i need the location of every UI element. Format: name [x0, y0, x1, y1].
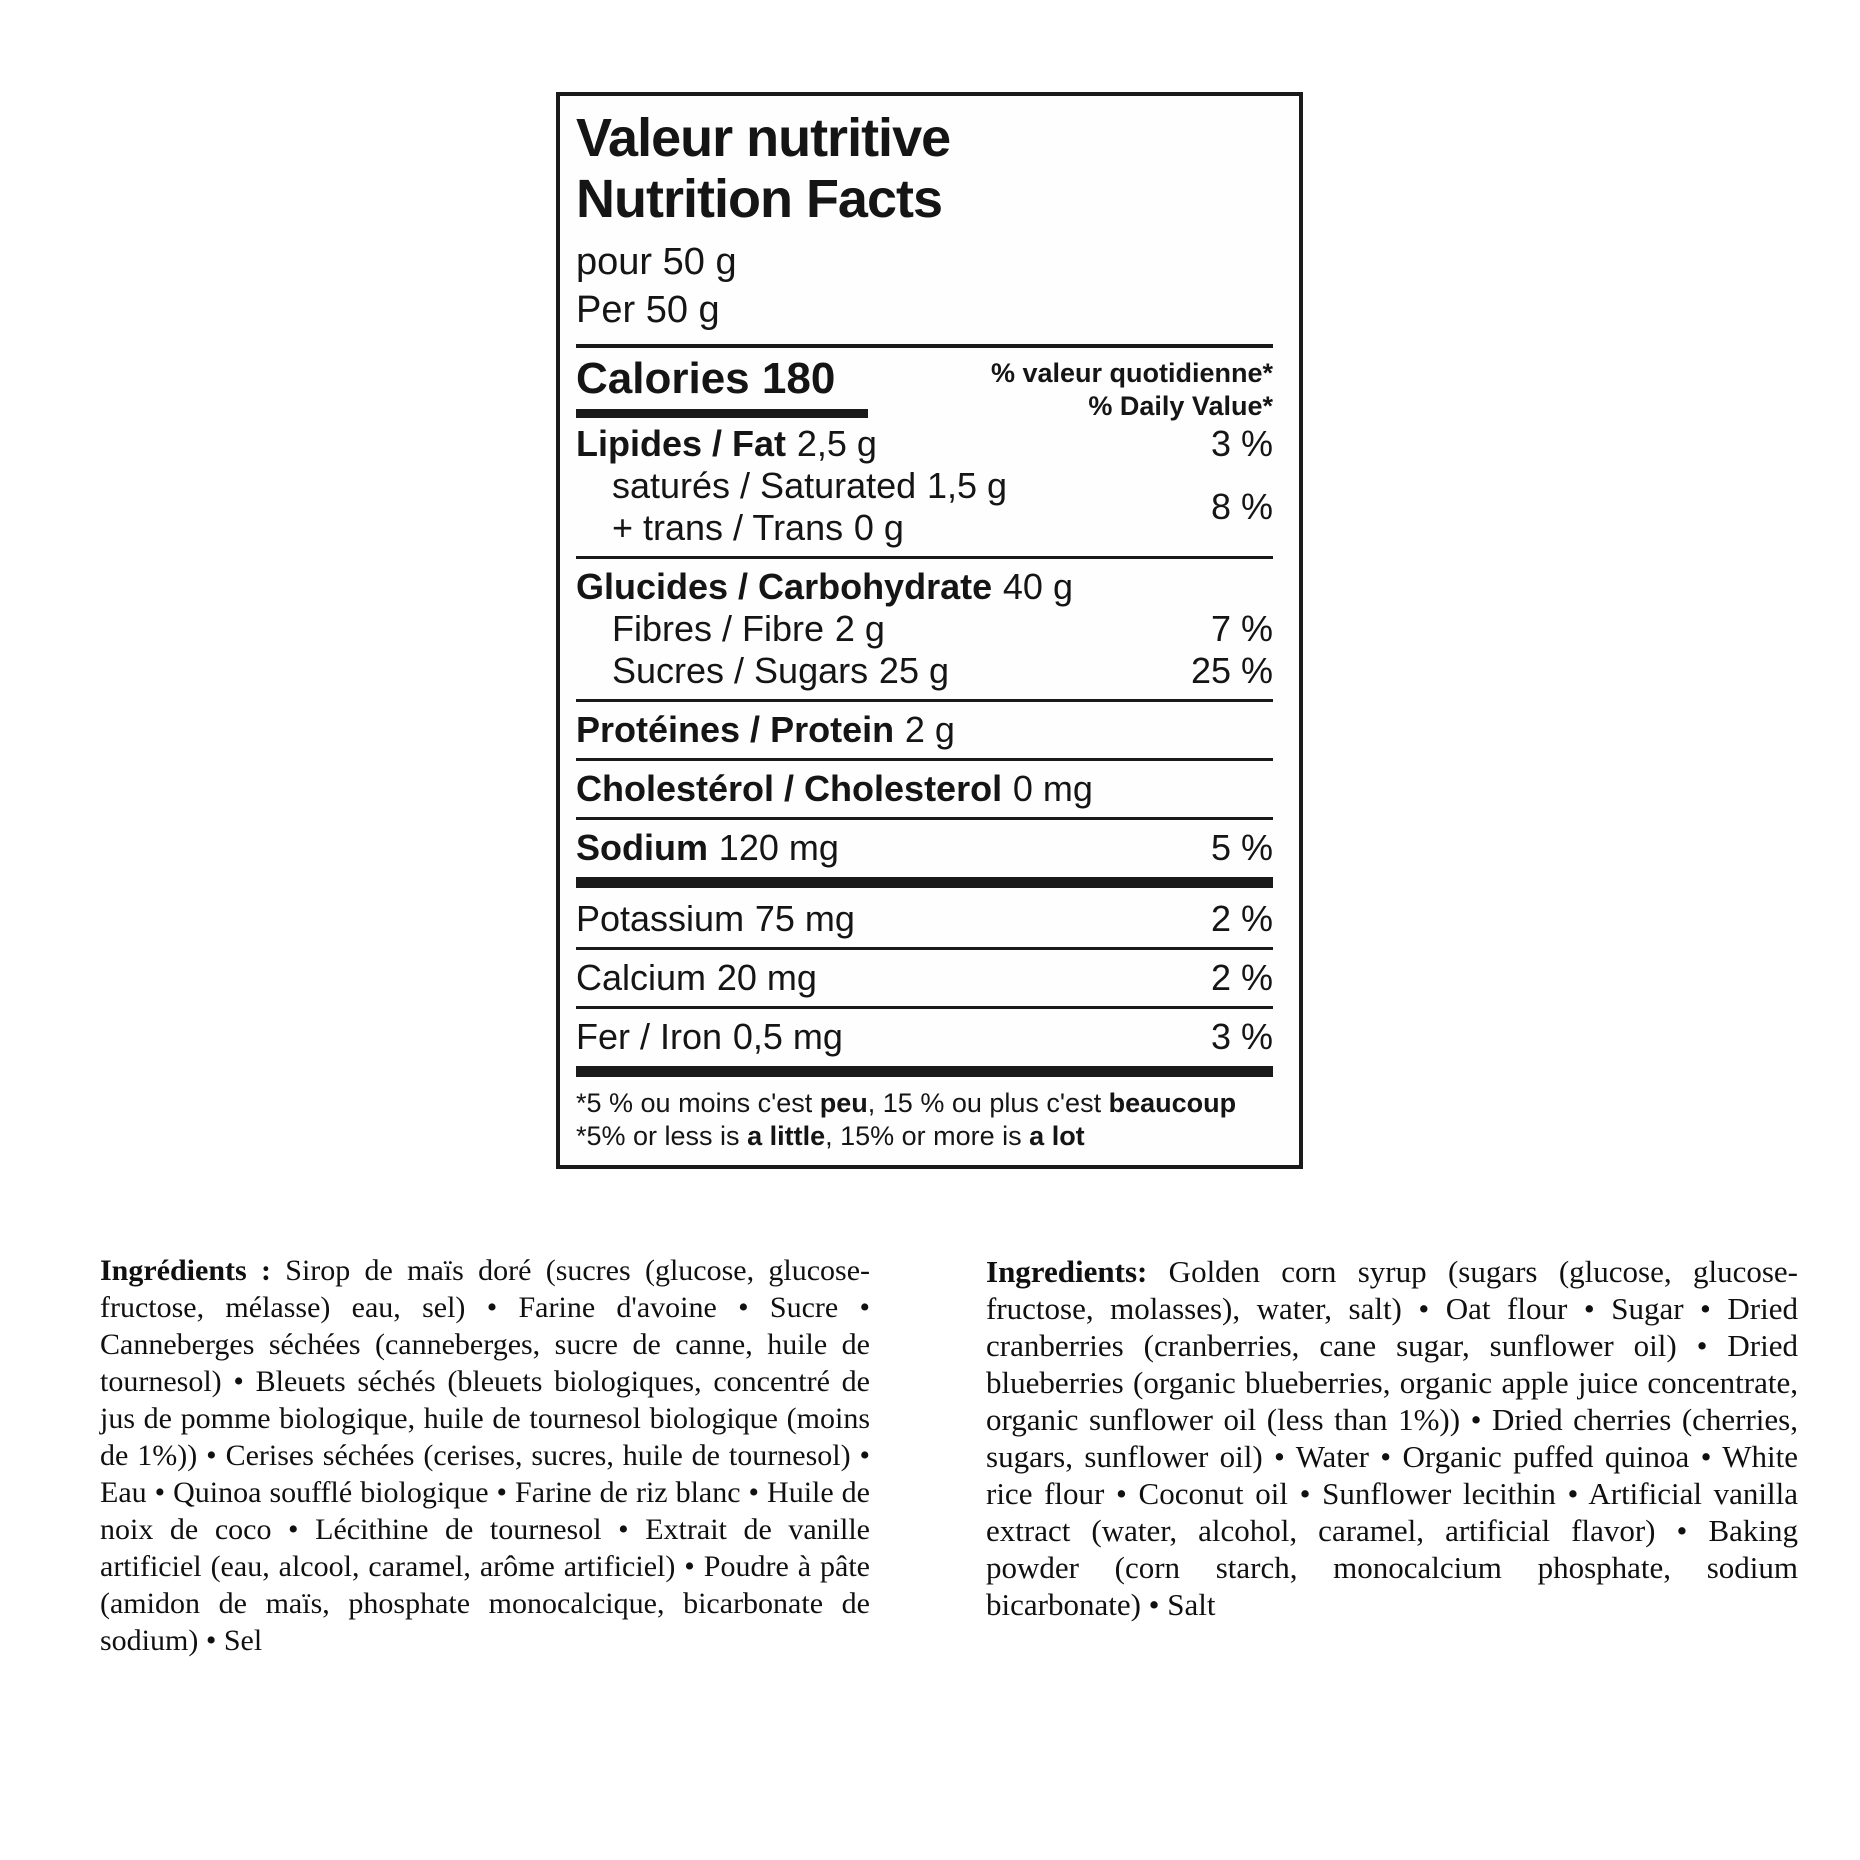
footnote-emphasis: a little [747, 1121, 826, 1151]
nutrient-text [576, 827, 839, 869]
nutrient-value: 0 g [853, 507, 904, 548]
nutrient-value: 2,5 g [796, 423, 877, 464]
nutrient-name: Sucres / Sugars [612, 650, 869, 691]
nutrient-value: 1,5 g [926, 465, 1008, 506]
nutrient-row-iron [576, 1016, 1273, 1058]
daily-value-percent: 2 % [1210, 898, 1273, 939]
nutrient-text [576, 566, 1073, 608]
nutrient-name: Lipides / Fat [576, 423, 787, 464]
calories-row [576, 354, 1273, 423]
divider [576, 758, 1273, 761]
ingredients-text-fr: Sirop de maïs doré (sucres (glucose, glucose-fructose, mélasse) eau, sel) • Farine d'avoine • Sucre • Canneberges séchées (canneberges, sucre de canne, huile de tournesol) • Bleuets séchés (bleuets biologiques, concentré de jus de pomme biologique, huile de tournesol biologique (moins de 1%)) • Cerises séchées (cerises, sucres, huile de tournesol) • Eau • Quinoa soufflé biologique • Farine de riz blanc • Huile de noix de coco • Lécithine de tournesol • Extrait de vanille artificiel (eau, alcool, caramel, arôme artificiel) • Poudre à pâte (amidon de maïs, phosphate monocalcique, bicarbonate de sodium) • Sel [100, 1254, 871, 1657]
calories-underline [576, 409, 868, 418]
ingredients-heading-en: Ingredients: [986, 1254, 1148, 1289]
nutrient-name: Potassium [576, 898, 745, 939]
nutrient-text [576, 957, 817, 999]
serving-size-fr: pour 50 g [576, 241, 737, 283]
nutrient-name: Calcium [576, 957, 707, 998]
thick-divider [576, 877, 1273, 888]
daily-value-percent: 25 % [1190, 650, 1273, 691]
nutrient-row-cholesterol [576, 768, 1273, 810]
nutrient-name: Cholestérol / Cholesterol [576, 768, 1003, 809]
footnote-emphasis: beaucoup [1108, 1088, 1237, 1118]
divider [576, 699, 1273, 702]
nutrient-text [576, 423, 877, 465]
daily-value-header-en: % Daily Value* [1088, 391, 1273, 421]
divider [576, 817, 1273, 820]
nutrient-value: 0 mg [1012, 768, 1093, 809]
nutrient-value: 40 g [1002, 566, 1073, 607]
nutrient-value: 2 g [904, 709, 955, 750]
ingredients-paragraph-fr [100, 1252, 870, 1659]
nutrient-name: Sodium [576, 827, 708, 868]
footnote-emphasis: peu [819, 1088, 868, 1118]
daily-value-percent: 7 % [1210, 608, 1273, 649]
nutrient-text [576, 768, 1093, 810]
daily-value-percent: 3 % [1210, 1016, 1273, 1057]
nutrient-text [576, 898, 855, 940]
footnote-text: *5% or less is [576, 1121, 748, 1151]
label-title-en: Nutrition Facts [576, 169, 943, 229]
calories-label: Calories [576, 354, 750, 403]
nutrient-value: 2 g [834, 608, 885, 649]
footnote-en [576, 1120, 1273, 1153]
footnote-fr [576, 1087, 1273, 1120]
daily-value-percent: 5 % [1210, 827, 1273, 868]
ingredients-text-en: Golden corn syrup (sugars (glucose, glucose-fructose, molasses), water, salt) • Oat flour • Sugar • Dried cranberries (cranberries, cane sugar, sunflower oil) • Dried blueberries (organic blueberries, organic apple juice concentrate, organic sunflower oil (less than 1%)) • Dried cherries (cherries, sugars, sunflower oil) • Water • Organic puffed quinoa • White rice flour • Coconut oil • Sunflower lecithin • Artificial vanilla extract (water, alcohol, caramel, artificial flavor) • Baking powder (corn starch, monocalcium phosphate, sodium bicarbonate) • Salt [986, 1254, 1798, 1622]
divider [576, 344, 1273, 348]
footnote-text: , 15% or more is [825, 1121, 1030, 1151]
nutrient-value: 20 mg [716, 957, 817, 998]
daily-value-percent: 3 % [1210, 423, 1273, 464]
calories-label-and-value [576, 354, 868, 404]
calories-block [576, 354, 868, 418]
footnote-emphasis: a lot [1029, 1121, 1085, 1151]
daily-value-percent: 8 % [1210, 486, 1273, 527]
label-title-fr: Valeur nutritive [576, 108, 951, 168]
nutrient-name: saturés / Saturated [612, 465, 917, 506]
nutrient-value: 75 mg [754, 898, 855, 939]
nutrient-row-carbohydrate [576, 566, 1273, 608]
nutrient-row-saturated-trans [576, 465, 1273, 549]
daily-value-header [991, 354, 1273, 423]
daily-value-header-fr: % valeur quotidienne* [990, 358, 1273, 388]
calories-value: 180 [761, 354, 836, 403]
nutrient-name: + trans / Trans [612, 507, 844, 548]
nutrient-row-sodium [576, 827, 1273, 869]
nutrient-name: Protéines / Protein [576, 709, 895, 750]
serving-size-en: Per 50 g [576, 289, 720, 331]
nutrient-name: Fibres / Fibre [612, 608, 825, 649]
nutrient-text [576, 1016, 843, 1058]
thick-divider [576, 1066, 1273, 1077]
nutrient-text [576, 650, 949, 692]
nutrient-text [576, 709, 955, 751]
nutrient-name: Glucides / Carbohydrate [576, 566, 993, 607]
nutrient-subrow-saturated [576, 465, 1007, 507]
nutrient-row-potassium [576, 898, 1273, 940]
footnote-text: *5 % ou moins c'est [576, 1088, 820, 1118]
nutrient-text [576, 608, 885, 650]
nutrient-value: 25 g [878, 650, 949, 691]
nutrient-row-calcium [576, 957, 1273, 999]
nutrient-row-protein [576, 709, 1273, 751]
divider [576, 1006, 1273, 1009]
divider [576, 556, 1273, 559]
ingredients-heading-fr: Ingrédients : [100, 1254, 271, 1287]
nutrient-text [576, 465, 1007, 549]
divider [576, 947, 1273, 950]
nutrition-facts-label [556, 92, 1303, 1169]
nutrient-subrow-trans [576, 507, 1007, 549]
nutrient-value: 120 mg [718, 827, 839, 868]
nutrient-row-sugars [576, 650, 1273, 692]
ingredients-paragraph-en [986, 1253, 1798, 1623]
nutrient-row-fibre [576, 608, 1273, 650]
footnote-text: , 15 % ou plus c'est [867, 1088, 1109, 1118]
nutrient-name: Fer / Iron [576, 1016, 723, 1057]
nutrient-value: 0,5 mg [732, 1016, 843, 1057]
daily-value-percent: 2 % [1210, 957, 1273, 998]
nutrient-row-fat [576, 423, 1273, 465]
